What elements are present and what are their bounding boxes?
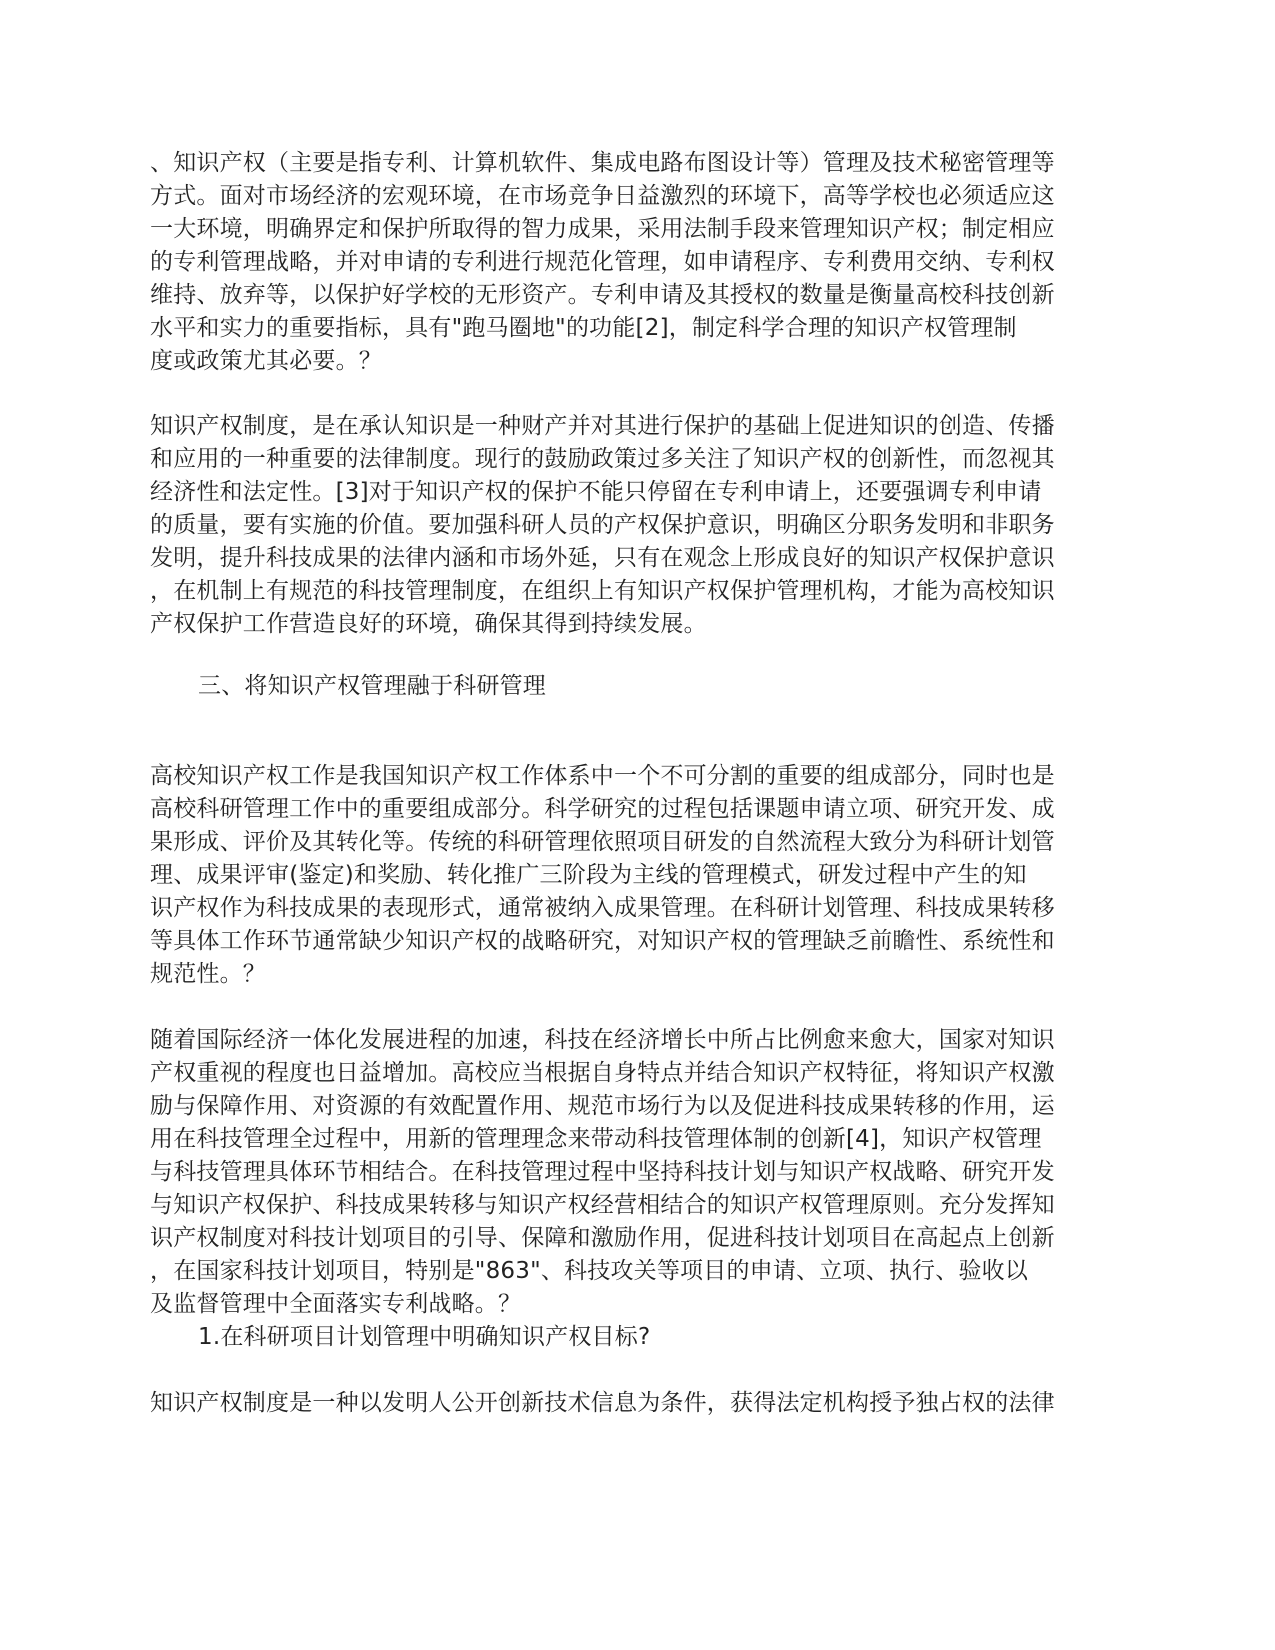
paragraph-4-line-8: ，在国家科技计划项目，特别是"863"、科技攻关等项目的申请、立项、执行、验收以 [150,1258,1029,1284]
paragraph-2-line-7: 产权保护工作营造良好的环境，确保其得到持续发展。 [150,611,707,637]
section-heading: 三、将知识产权管理融于科研管理 [198,673,546,699]
paragraph-4-line-7: 识产权制度对科技计划项目的引导、保障和激励作用，促进科技计划项目在高起点上创新 [150,1225,1055,1251]
paragraph-3-line-5: 识产权作为科技成果的表现形式，通常被纳入成果管理。在科研计划管理、科技成果转移 [150,895,1055,921]
paragraph-3-line-2: 高校科研管理工作中的重要组成部分。科学研究的过程包括课题申请立项、研究开发、成 [150,796,1055,822]
paragraph-3-line-4: 理、成果评审(鉴定)和奖励、转化推广三阶段为主线的管理模式，研发过程中产生的知 [150,862,1027,888]
paragraph-1-line-2: 方式。面对市场经济的宏观环境，在市场竞争日益激烈的环境下，高等学校也必须适应这 [150,183,1055,209]
paragraph-2-line-2: 和应用的一种重要的法律制度。现行的鼓励政策过多关注了知识产权的创新性，而忽视其 [150,446,1055,472]
paragraph-4-line-4: 用在科技管理全过程中，用新的管理理念来带动科技管理体制的创新[4]，知识产权管理 [150,1126,1042,1152]
paragraph-2-line-6: ，在机制上有规范的科技管理制度，在组织上有知识产权保护管理机构，才能为高校知识 [150,578,1055,604]
paragraph-3-line-7: 规范性。？ [150,961,266,987]
paragraph-3-line-3: 果形成、评价及其转化等。传统的科研管理依照项目研发的自然流程大致分为科研计划管 [150,829,1055,855]
paragraph-4-line-2: 产权重视的程度也日益增加。高校应当根据自身特点并结合知识产权特征，将知识产权激 [150,1060,1055,1086]
paragraph-4-line-1: 随着国际经济一体化发展进程的加速，科技在经济增长中所占比例愈来愈大，国家对知识 [150,1027,1055,1053]
paragraph-4-line-9: 及监督管理中全面落实专利战略。？ [150,1291,522,1317]
paragraph-2-line-1: 知识产权制度，是在承认知识是一种财产并对其进行保护的基础上促进知识的创造、传播 [150,413,1055,439]
paragraph-5-line-1: 知识产权制度是一种以发明人公开创新技术信息为条件，获得法定机构授予独占权的法律 [150,1390,1055,1416]
paragraph-1-line-4: 的专利管理战略，并对申请的专利进行规范化管理，如申请程序、专利费用交纳、专利权 [150,249,1055,275]
paragraph-1-line-1: 、知识产权（主要是指专利、计算机软件、集成电路布图设计等）管理及技术秘密管理等 [150,150,1055,176]
paragraph-4-line-3: 励与保障作用、对资源的有效配置作用、规范市场行为以及促进科技成果转移的作用，运 [150,1093,1055,1119]
paragraph-4-line-6: 与知识产权保护、科技成果转移与知识产权经营相结合的知识产权管理原则。充分发挥知 [150,1192,1055,1218]
paragraph-2-line-3: 经济性和法定性。[3]对于知识产权的保护不能只停留在专利申请上，还要强调专利申请 [150,479,1042,505]
paragraph-2-line-5: 发明，提升科技成果的法律内涵和市场外延，只有在观念上形成良好的知识产权保护意识 [150,545,1055,571]
paragraph-3-line-1: 高校知识产权工作是我国知识产权工作体系中一个不可分割的重要的组成部分，同时也是 [150,763,1055,789]
paragraph-1-line-5: 维持、放弃等，以保护好学校的无形资产。专利申请及其授权的数量是衡量高校科技创新 [150,282,1055,308]
paragraph-1-line-7: 度或政策尤其必要。？ [150,348,382,374]
paragraph-1-line-6: 水平和实力的重要指标，具有"跑马圈地"的功能[2]，制定科学合理的知识产权管理制 [150,315,1017,341]
paragraph-1-line-3: 一大环境，明确界定和保护所取得的智力成果，采用法制手段来管理知识产权；制定相应 [150,216,1055,242]
paragraph-3-line-6: 等具体工作环节通常缺少知识产权的战略研究，对知识产权的管理缺乏前瞻性、系统性和 [150,928,1055,954]
subsection-heading: 1.在科研项目计划管理中明确知识产权目标? [198,1324,651,1350]
paragraph-2-line-4: 的质量，要有实施的价值。要加强科研人员的产权保护意识，明确区分职务发明和非职务 [150,512,1055,538]
paragraph-4-line-5: 与科技管理具体环节相结合。在科技管理过程中坚持科技计划与知识产权战略、研究开发 [150,1159,1055,1185]
